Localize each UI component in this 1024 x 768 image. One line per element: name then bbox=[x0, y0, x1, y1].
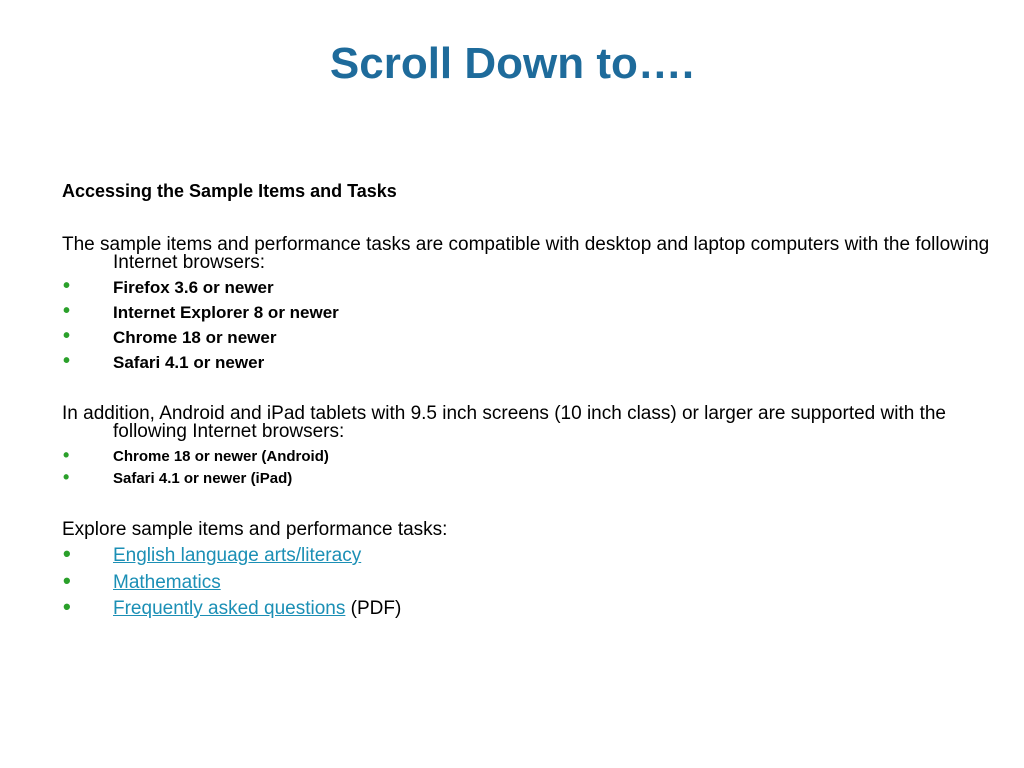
bullet-dot-icon: • bbox=[63, 594, 71, 619]
list-item bbox=[62, 543, 401, 570]
bullet-dot-icon: • bbox=[63, 300, 71, 322]
mathematics-link[interactable]: Mathematics bbox=[113, 571, 221, 593]
bullet-dot-icon: • bbox=[63, 445, 70, 465]
bullet-dot-icon: • bbox=[63, 567, 71, 593]
list-item bbox=[62, 596, 401, 623]
ela-literacy-link[interactable]: English language arts/literacy bbox=[113, 545, 362, 566]
bullet-dot-icon: • bbox=[63, 541, 71, 566]
tablet-browsers-intro: In addition, Android and iPad tablets with 9.5 inch screens (10 inch class) or larger are supported with the following Internet browsers: bbox=[62, 403, 947, 442]
desktop-browser-list bbox=[62, 277, 339, 377]
tablet-browser-list bbox=[62, 447, 329, 491]
faq-link[interactable]: Frequently asked questions bbox=[113, 598, 346, 619]
tablet-browser-label: Safari 4.1 or newer (iPad) bbox=[113, 470, 293, 487]
tablet-browser-label: Chrome 18 or newer (Android) bbox=[113, 448, 329, 465]
list-item bbox=[62, 447, 329, 469]
bullet-dot-icon: • bbox=[63, 350, 71, 372]
list-item bbox=[62, 302, 339, 327]
bullet-dot-icon: • bbox=[63, 467, 70, 487]
explore-link-list bbox=[62, 543, 401, 623]
slide-title: Scroll Down to…. bbox=[329, 39, 695, 88]
bullet-dot-icon: • bbox=[63, 325, 71, 347]
pdf-label: (PDF) bbox=[345, 598, 402, 619]
list-item bbox=[62, 327, 339, 352]
browser-label: Safari 4.1 or newer bbox=[113, 353, 265, 372]
bullet-dot-icon: • bbox=[63, 275, 71, 297]
list-item bbox=[62, 469, 329, 491]
browser-label: Chrome 18 or newer bbox=[113, 328, 277, 347]
section-heading: Accessing the Sample Items and Tasks bbox=[62, 181, 397, 201]
browser-label: Firefox 3.6 or newer bbox=[113, 278, 274, 297]
browser-label: Internet Explorer 8 or newer bbox=[113, 303, 339, 322]
list-item bbox=[62, 567, 401, 597]
list-item bbox=[62, 277, 339, 302]
list-item bbox=[62, 352, 339, 377]
desktop-browsers-intro: The sample items and performance tasks are compatible with desktop and laptop computers with the following Internet browsers: bbox=[62, 234, 990, 273]
explore-intro: Explore sample items and performance tasks: bbox=[62, 519, 448, 540]
